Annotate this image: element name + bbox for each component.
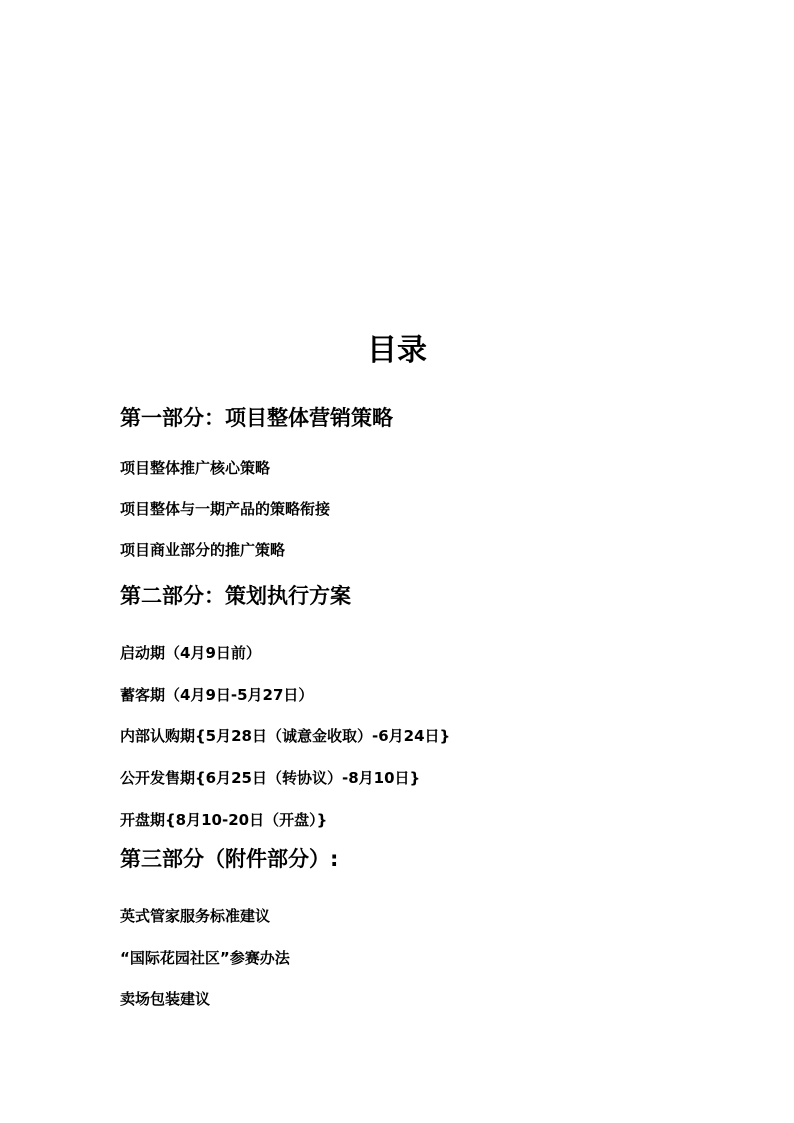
toc-item: 启动期（4月9日前） <box>120 644 261 662</box>
section-heading-part-1: 第一部分：项目整体营销策略 <box>120 406 393 430</box>
toc-item: 卖场包装建议 <box>120 990 211 1008</box>
page-title: 目录 <box>367 333 427 368</box>
section-heading-part-3: 第三部分（附件部分）: <box>120 847 339 871</box>
toc-item: 蓄客期（4月9日-5月27日） <box>120 686 314 704</box>
toc-item: 项目整体推广核心策略 <box>120 459 271 477</box>
section-heading-part-2: 第二部分：策划执行方案 <box>120 584 351 608</box>
toc-item: “国际花园社区”参赛办法 <box>120 949 290 967</box>
toc-item: 项目商业部分的推广策略 <box>120 541 286 559</box>
toc-item: 项目整体与一期产品的策略衔接 <box>120 500 331 518</box>
toc-item: 英式管家服务标准建议 <box>120 907 271 925</box>
toc-item: 公开发售期{6月25日（转协议）-8月10日} <box>120 769 421 787</box>
toc-item: 开盘期{8月10-20日（开盘）} <box>120 811 328 829</box>
toc-item: 内部认购期{5月28日（诚意金收取）-6月24日} <box>120 727 451 745</box>
